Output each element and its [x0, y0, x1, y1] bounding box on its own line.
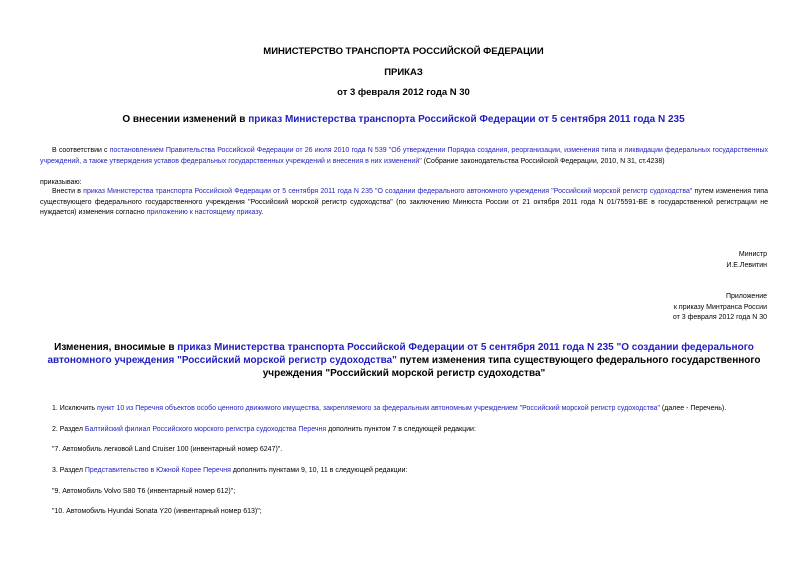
- item-1-end: (далее - Перечень).: [659, 405, 727, 412]
- item-2-end: дополнить пунктом 7 в следующей редакции:: [326, 426, 476, 433]
- item-2-link[interactable]: Балтийский филиал Российского морского регистра судоходства Перечня: [84, 426, 327, 433]
- signature-name: И.Е.Левитин: [726, 261, 767, 269]
- item-4-start: 3. Раздел: [52, 467, 85, 474]
- doc-type-heading: ПРИКАЗ: [384, 67, 423, 78]
- order-mid: путем изменения типа существующего федерального государственного учреждения "Российский морской регистр судоходства" (по заключению Минюста России от 21 октября 2011 года N 01/75591-ВЕ в государственной регистрации не нуждается) изменения согласно: [40, 188, 768, 216]
- item-1-link[interactable]: пункт 10 из Перечня объектов особо ценного движимого имущества, закрепляемого за федеральным автономным учреждением "Российский морской регистр судоходства": [97, 405, 660, 412]
- changes-title-link[interactable]: приказ Министерства транспорта Российской Федерации от 5 сентября 2011 года N 235 "О создании федерального автономного учреждения "Российский морской регистр судоходства": [47, 342, 754, 366]
- orders-line: приказываю:: [40, 179, 82, 186]
- item-4-link[interactable]: Представительство в Южной Корее Перечня: [84, 467, 231, 474]
- ministry-heading: МИНИСТЕРСТВО ТРАНСПОРТА РОССИЙСКОЙ ФЕДЕРАЦИИ: [263, 46, 544, 57]
- list-item: [52, 405, 726, 412]
- appendix-date: от 3 февраля 2012 года N 30: [672, 314, 767, 321]
- signature-block: [726, 250, 767, 271]
- order-title-link[interactable]: приказ Министерства транспорта Российской Федерации от 5 сентября 2011 года N 235: [248, 114, 685, 125]
- appendix-order: к приказу Минтранса России: [673, 303, 767, 311]
- item-2-start: 2. Раздел: [52, 426, 85, 433]
- preamble-end: (Собрание законодательства Российской Федерации, 2010, N 31, ст.4238): [421, 157, 665, 165]
- order-title: [0, 114, 807, 125]
- item-1-start: 1. Исключить: [52, 405, 97, 412]
- order-235-link[interactable]: приказ Министерства транспорта Российской Федерации от 5 сентября 2011 года N 235 "О создании федерального автономного учреждения "Российский морской регистр судоходства": [83, 188, 693, 195]
- appendix-label: Приложение: [725, 293, 767, 300]
- order-end: .: [261, 209, 264, 216]
- list-item: "7. Автомобиль легковой Land Cruiser 100 (инвентарный номер 6247)".: [52, 446, 283, 453]
- decree-link[interactable]: постановлением Правительства Российской Федерации от 26 июля 2010 года N 539 "Об утверждении Порядка создания, реорганизации, изменения типа и ликвидации федеральных государственных учреждений, а также утверждения уставов федеральных государственных учреждений и внесения в них изменений": [40, 147, 769, 165]
- order-start: Внести в: [52, 188, 84, 195]
- preamble-start: В соответствии с: [52, 147, 110, 154]
- list-item: "10. Автомобиль Hyundai Sonata Y20 (инвентарный номер 613)";: [52, 508, 262, 515]
- changes-title: [40, 341, 768, 380]
- order-title-prefix: О внесении изменений в: [122, 114, 249, 125]
- item-4-end: дополнить пунктами 9, 10, 11 в следующей редакции:: [230, 467, 408, 474]
- date-heading: от 3 февраля 2012 года N 30: [337, 87, 470, 98]
- list-item: [52, 467, 407, 474]
- preamble-paragraph: [40, 146, 768, 167]
- signature-position: Министр: [738, 251, 767, 258]
- order-paragraph: [40, 187, 768, 219]
- list-item: [52, 426, 476, 433]
- list-item: "9. Автомобиль Volvo S80 T6 (инвентарный номер 612)";: [52, 488, 236, 495]
- changes-title-suffix: путем изменения типа существующего федерального государственного учреждения "Российский морской регистр судоходства": [262, 355, 761, 379]
- appendix-block: [673, 292, 767, 324]
- changes-title-prefix: Изменения, вносимые в: [54, 342, 178, 353]
- appendix-link[interactable]: приложению к настоящему приказу: [146, 209, 262, 216]
